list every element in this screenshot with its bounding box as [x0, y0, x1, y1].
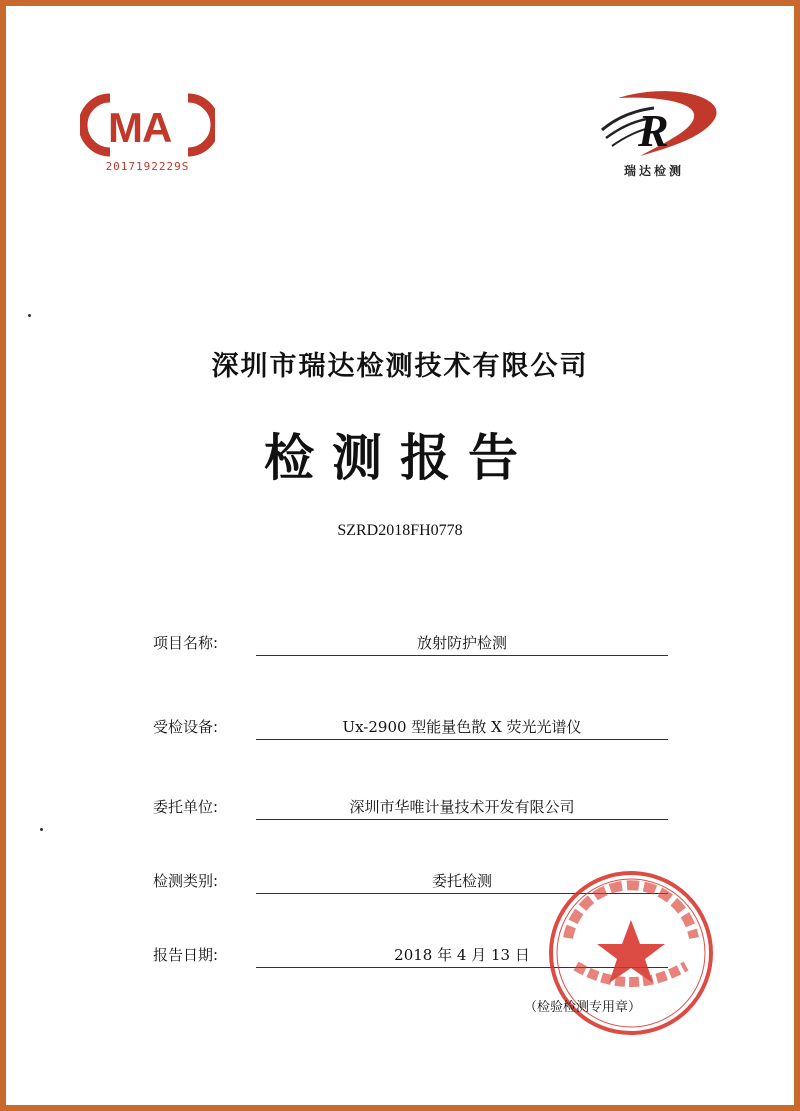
cma-logo: [80, 90, 220, 180]
svg-text:R: R: [638, 105, 669, 156]
scan-speck: [40, 828, 43, 831]
field-value-client: 深圳市华唯计量技术开发有限公司: [256, 796, 668, 820]
field-value-project: 放射防护检测: [256, 632, 668, 656]
field-label-date: 报告日期:: [153, 946, 219, 964]
field-value-category: 委托检测: [256, 870, 668, 894]
field-value-equipment: Ux-2900 型能量色散 X 荧光光谱仪: [256, 716, 668, 740]
cma-certificate-number: 2017192229S: [105, 160, 190, 173]
cma-mark-icon: [80, 90, 215, 160]
r-swoosh-logo-icon: [598, 86, 726, 166]
field-label-equipment: 受检设备:: [153, 718, 219, 736]
svg-text:MA: MA: [108, 104, 172, 151]
report-title: 检测报告: [264, 429, 536, 487]
field-label-client: 委托单位:: [153, 798, 219, 816]
brand-logo-name: 瑞达检测: [624, 164, 685, 178]
field-value-date: 2018 年 4 月 13 日: [256, 944, 668, 968]
report-number: SZRD2018FH0778: [337, 522, 463, 539]
scan-speck: [28, 314, 31, 317]
field-label-category: 检测类别:: [153, 872, 219, 890]
field-label-project: 项目名称:: [153, 634, 219, 652]
company-name: 深圳市瑞达检测技术有限公司: [211, 351, 589, 382]
seal-caption: （检验检测专用章）: [524, 1000, 642, 1015]
